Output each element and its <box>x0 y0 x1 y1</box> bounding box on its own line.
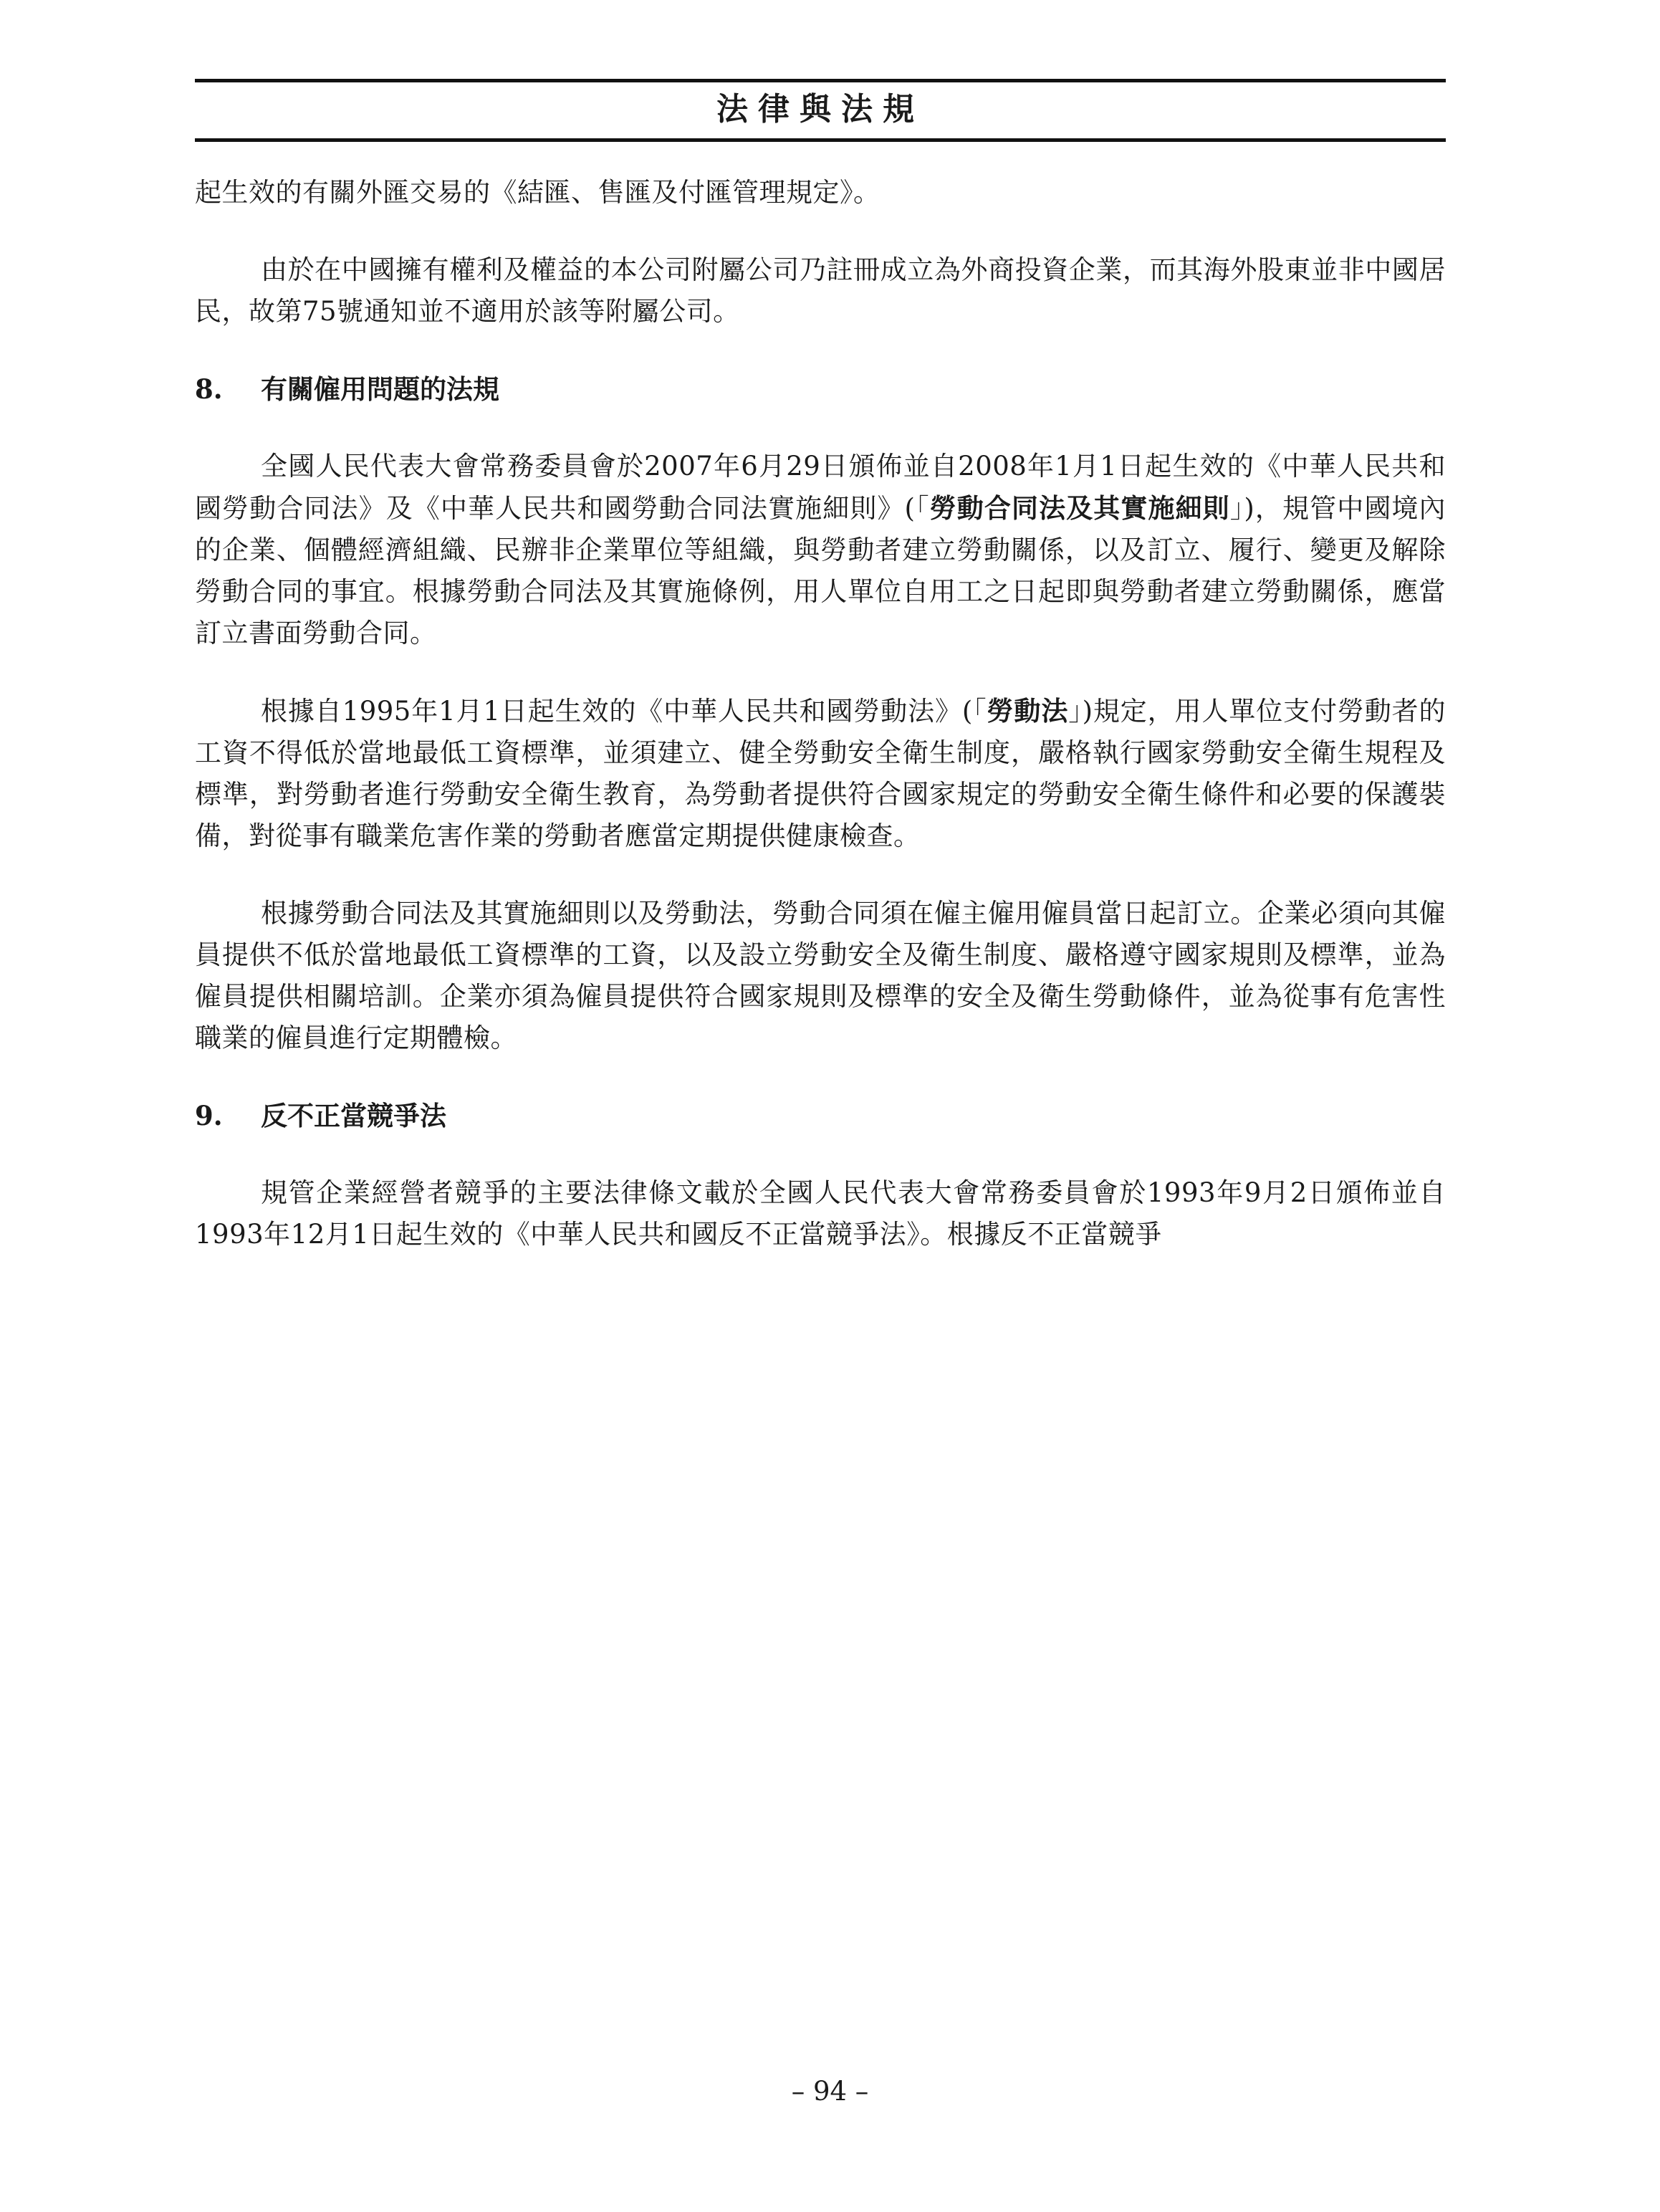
section-heading-9 <box>195 1095 1446 1136</box>
defined-term: 勞動法 <box>987 695 1069 727</box>
paragraph-anti-unfair-competition: 規管企業經營者競爭的主要法律條文載於全國人民代表大會常務委員會於1993年9月2日頒佈並自1993年12月1日起生效的《中華人民共和國反不正當競爭法》。根據反不正當競爭 <box>195 1177 1446 1250</box>
document-body <box>195 172 1446 1291</box>
section-title: 有關僱用問題的法規 <box>261 373 499 405</box>
section-number: 9. <box>195 1100 223 1131</box>
section-title: 反不正當競爭法 <box>261 1100 446 1131</box>
header-rule-top <box>195 79 1446 82</box>
header-rule-bottom <box>195 138 1446 142</box>
defined-term: 勞動合同法及其實施細則 <box>929 492 1230 524</box>
section-number: 8. <box>195 373 223 405</box>
page-header-title: 法律與法規 <box>716 91 924 128</box>
page-number: – 94 – <box>791 2076 869 2107</box>
paragraph-continuation: 起生效的有關外匯交易的《結匯、售匯及付匯管理規定》。 <box>195 177 881 208</box>
paragraph-employment-obligations: 根據勞動合同法及其實施細則以及勞動法，勞動合同須在僱主僱用僱員當日起訂立。企業必須向其僱員提供不低於當地最低工資標準的工資，以及設立勞動安全及衛生制度、嚴格遵守國家規則及標準，並為僱員提供相關培訓。企業亦須為僱員提供符合國家規則及標準的安全及衛生勞動條件，並為從事有危害性職業的僱員進行定期體檢。 <box>195 898 1446 1053</box>
paragraph-text: 」)規定，用人單位支付勞動者的工資不得低於當地最低工資標準，並須建立、健全勞動安全衛生制度，嚴格執行國家勞動安全衛生規程及標準，對勞動者進行勞動安全衛生教育，為勞動者提供符合國家規定的勞動安全衛生條件和必要的保護裝備，對從事有職業危害作業的勞動者應當定期提供健康檢查。 <box>195 696 1446 851</box>
paragraph-labour-contract-law <box>195 446 1446 654</box>
paragraph-labour-law <box>195 690 1446 857</box>
paragraph-text: 根據自1995年1月1日起生效的《中華人民共和國勞動法》(「 <box>261 696 987 727</box>
paragraph-text: 全國人民代表大會常務委員會於2007年6月29日頒佈並自2008年1月1日起生效的《中華人民共和國勞動合同法》及《中華人民共和國勞動合同法實施細則》(「 <box>195 451 1446 524</box>
paragraph-text: 」)，規管中國境內的企業、個體經濟組織、民辦非企業單位等組織，與勞動者建立勞動關係，以及訂立、履行、變更及解除勞動合同的事宜。根據勞動合同法及其實施條例，用人單位自用工之日起即與勞動者建立勞動關係，應當訂立書面勞動合同。 <box>195 493 1446 648</box>
section-heading-8 <box>195 368 1446 410</box>
paragraph-circular-75: 由於在中國擁有權利及權益的本公司附屬公司乃註冊成立為外商投資企業，而其海外股東並非中國居民，故第75號通知並不適用於該等附屬公司。 <box>195 254 1446 327</box>
